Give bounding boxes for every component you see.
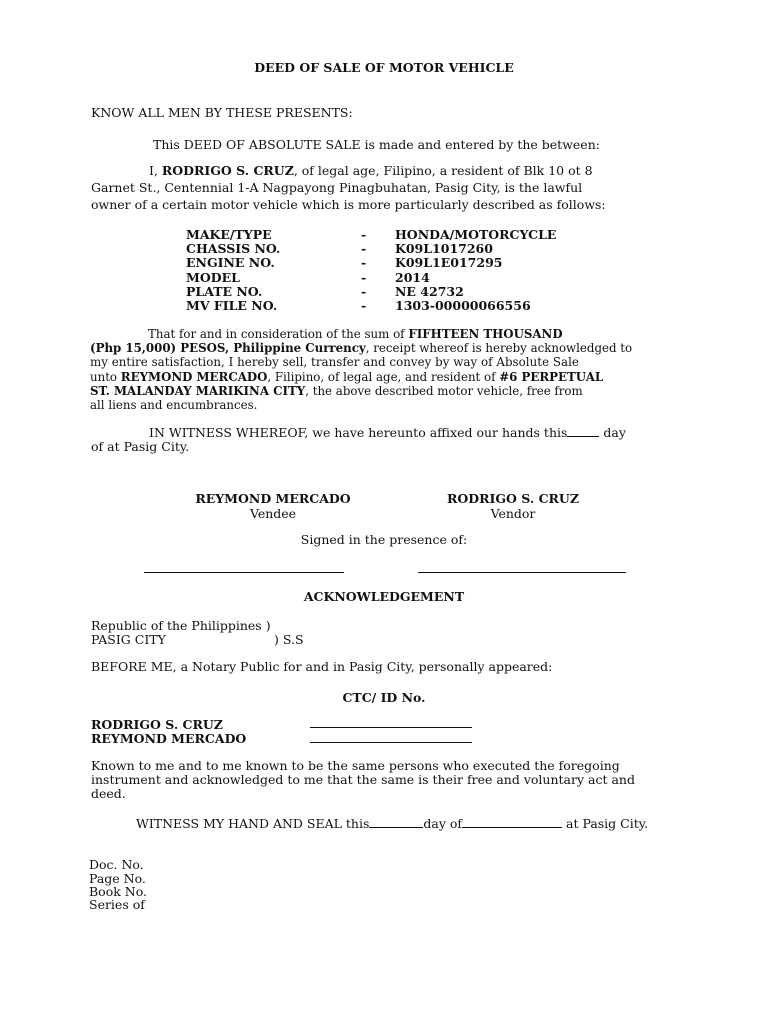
acknowledgement-heading: ACKNOWLEDGEMENT <box>303 589 465 604</box>
vendee-role: Vendee <box>249 506 297 521</box>
vehicle-value: HONDA/MOTORCYCLE <box>395 227 557 242</box>
consideration-amount: (Php 15,000) PESOS, Philippine Currency <box>90 341 366 356</box>
vehicle-value: 2014 <box>395 270 430 285</box>
seal-text: day of <box>423 816 463 831</box>
vehicle-row <box>186 255 502 270</box>
know-all-men: KNOW ALL MEN BY THESE PRESENTS: <box>91 105 353 120</box>
ss-label: ) S.S <box>274 632 304 647</box>
owner-line-1 <box>149 163 593 178</box>
city-line: PASIG CITY <box>91 632 166 647</box>
page-no: Page No. <box>89 871 146 886</box>
day-blank <box>567 425 599 437</box>
known-line-2: instrument and acknowledged to me that the same is their free and voluntary act and <box>91 772 635 788</box>
witness-text: IN WITNESS WHEREOF, we have hereunto affixed our hands this <box>149 425 568 440</box>
witness-line-2: of at Pasig City. <box>91 439 190 454</box>
vendee-name: REYMOND MERCADO <box>195 491 351 506</box>
vehicle-dash: - <box>361 255 367 270</box>
vehicle-row <box>186 270 430 285</box>
vehicle-dash: - <box>361 227 367 242</box>
seal-text: WITNESS MY HAND AND SEAL this <box>136 816 370 831</box>
consideration-amount-words: FIFHTEEN THOUSAND <box>408 327 563 341</box>
vehicle-dash: - <box>361 241 367 256</box>
ctc-blank-line <box>310 727 472 728</box>
buyer-name: REYMOND MERCADO <box>120 369 268 384</box>
seal-month-blank <box>462 816 562 828</box>
owner-name: RODRIGO S. CRUZ <box>161 163 294 178</box>
vehicle-value: 1303-00000066556 <box>395 298 531 313</box>
consideration-text: , the above described motor vehicle, free from <box>305 383 583 398</box>
ctc-heading: CTC/ ID No. <box>342 690 426 705</box>
consideration-text: , Filipino, of legal age, and resident of <box>267 369 500 384</box>
consideration-text: That for and in consideration of the sum of <box>148 327 409 341</box>
vehicle-dash: - <box>361 284 367 299</box>
vehicle-label: PLATE NO. <box>186 284 263 299</box>
vehicle-dash: - <box>361 298 367 313</box>
vehicle-value: K09L1E017295 <box>395 255 503 270</box>
known-line-3: deed. <box>91 786 126 802</box>
witness-line-1 <box>149 425 626 440</box>
buyer-address: #6 PERPETUAL <box>499 369 604 384</box>
vehicle-label: ENGINE NO. <box>186 255 275 270</box>
vehicle-row <box>186 284 464 299</box>
vehicle-dash: - <box>361 270 367 285</box>
consideration-text: , receipt whereof is hereby acknowledged to <box>365 341 633 356</box>
seal-day-blank <box>369 816 423 828</box>
owner-prefix: I, <box>149 163 158 178</box>
vehicle-row <box>186 298 531 313</box>
vendor-name: RODRIGO S. CRUZ <box>447 491 579 506</box>
consideration-line-6: all liens and encumbrances. <box>90 398 258 413</box>
known-line-1: Known to me and to me known to be the same persons who executed the foregoing <box>91 758 620 773</box>
appearer-name: REYMOND MERCADO <box>91 731 247 746</box>
owner-line-3: owner of a certain motor vehicle which is more particularly described as follows: <box>91 197 606 212</box>
consideration-text: unto <box>90 369 121 384</box>
vehicle-label: MV FILE NO. <box>186 298 278 313</box>
vehicle-label: MODEL <box>186 270 240 285</box>
consideration-line-3: my entire satisfaction, I hereby sell, transfer and convey by way of Absolute Sale <box>90 355 579 370</box>
consideration-line-5 <box>90 384 678 398</box>
witness-signature-line-1 <box>144 572 344 573</box>
vehicle-label: CHASSIS NO. <box>186 241 281 256</box>
appearer-name: RODRIGO S. CRUZ <box>91 717 223 732</box>
doc-no: Doc. No. <box>89 857 144 872</box>
vehicle-label: MAKE/TYPE <box>186 227 272 242</box>
witness-signature-line-2 <box>418 572 626 573</box>
document-title: DEED OF SALE OF MOTOR VEHICLE <box>254 60 514 75</box>
republic-line: Republic of the Philippines ) <box>91 618 271 633</box>
vehicle-value: K09L1017260 <box>395 241 493 256</box>
consideration-paragraph <box>90 327 678 412</box>
vehicle-row <box>186 227 556 242</box>
witness-text: day <box>599 425 626 440</box>
known-paragraph <box>91 759 679 802</box>
consideration-line-1 <box>90 327 678 341</box>
seal-text: at Pasig City. <box>562 816 649 831</box>
before-me-line: BEFORE ME, a Notary Public for and in Pasig City, personally appeared: <box>91 659 553 674</box>
vehicle-row <box>186 241 493 256</box>
owner-line-1-rest: , of legal age, Filipino, a resident of Blk 10 ot 8 <box>293 163 593 178</box>
owner-line-2: Garnet St., Centennial 1-A Nagpayong Pinagbuhatan, Pasig City, is the lawful <box>91 180 583 195</box>
series-of: Series of <box>89 897 145 912</box>
deed-statement: This DEED OF ABSOLUTE SALE is made and entered by the between: <box>153 137 600 152</box>
vendor-role: Vendor <box>490 506 536 521</box>
signed-presence: Signed in the presence of: <box>300 532 468 547</box>
witness-seal-line <box>136 816 648 831</box>
consideration-line-4 <box>90 370 678 384</box>
vehicle-value: NE 42732 <box>395 284 464 299</box>
consideration-line-2 <box>90 341 678 355</box>
buyer-address: ST. MALANDAY MARIKINA CITY <box>90 383 306 398</box>
ctc-blank-line <box>310 742 472 743</box>
book-no: Book No. <box>89 884 148 899</box>
